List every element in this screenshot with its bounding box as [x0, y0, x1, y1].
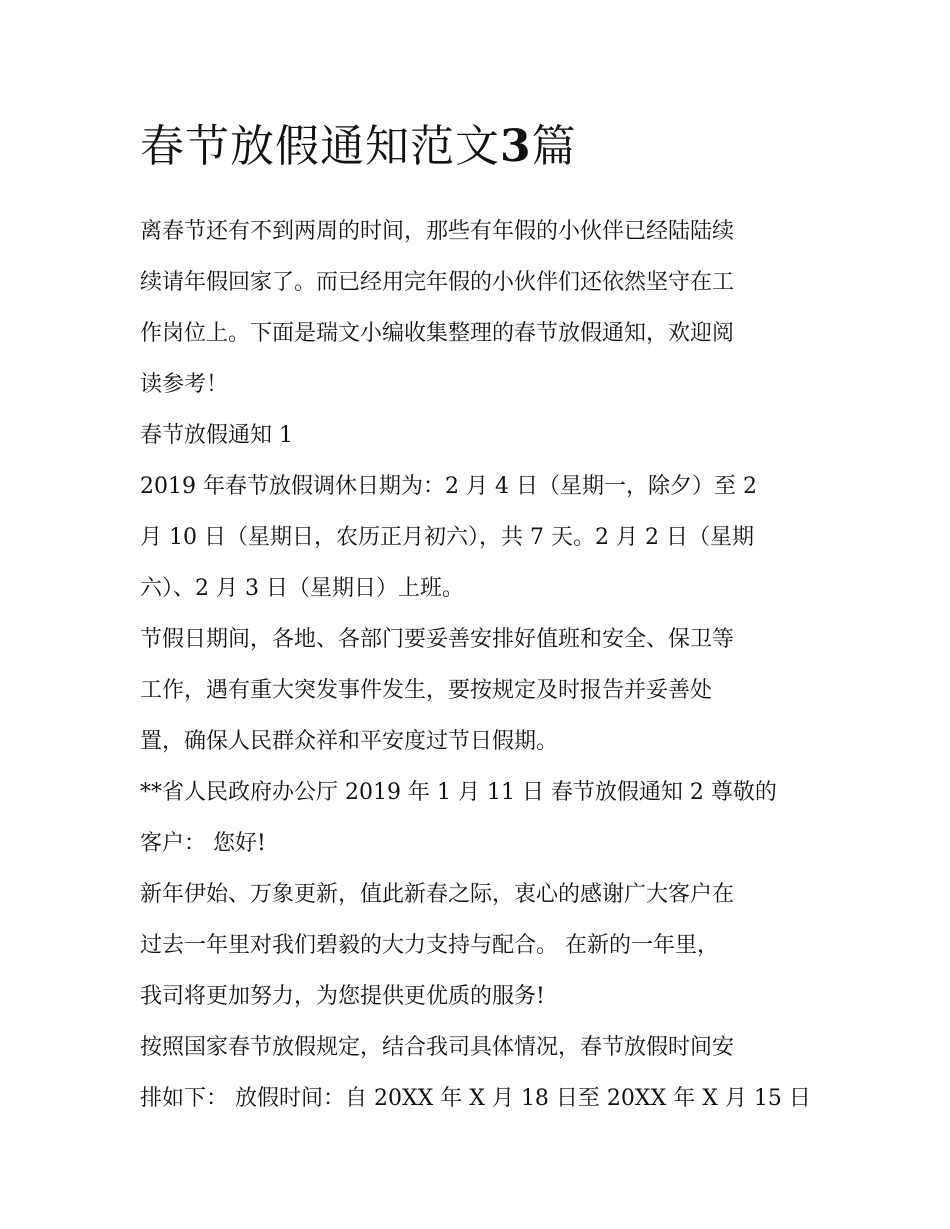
text-line: 2019 年春节放假调休日期为：2 月 4 日（星期一，除夕）至 2 — [140, 474, 757, 499]
text-line: 过去一年里对我们碧毅的大力支持与配合。 在新的一年里， — [140, 933, 719, 958]
document-body — [140, 112, 820, 1124]
title-number: 3 — [500, 121, 532, 172]
paragraph-new-year-thanks — [140, 869, 820, 1022]
text-line: 读参考！ — [140, 372, 229, 397]
document-title — [140, 112, 820, 182]
text-line: 续请年假回家了。而已经用完年假的小伙伴们还依然坚守在工 — [140, 270, 735, 295]
text-line: 工作，遇有重大突发事件发生，要按规定及时报告并妥善处 — [140, 678, 713, 703]
title-text: 春节放假通知范文 — [140, 121, 500, 172]
text-line: 春节放假通知 1 — [140, 423, 293, 448]
paragraph-intro — [140, 206, 820, 410]
paragraph-holiday-dates — [140, 461, 820, 614]
text-line: 置，确保人民群众祥和平安度过节日假期。 — [140, 729, 559, 754]
text-line: 作岗位上。下面是瑞文小编收集整理的春节放假通知，欢迎阅 — [140, 321, 735, 346]
text-line: 排如下： 放假时间：自 20XX 年 X 月 18 日至 20XX 年 X 月 15 日 — [140, 1086, 811, 1111]
text-line: 我司将更加努力，为您提供更优质的服务! — [140, 984, 545, 1009]
text-line: 六）、2 月 3 日（星期日）上班。 — [140, 576, 464, 601]
text-line: 月 10 日（星期日，农历正月初六），共 7 天。2 月 2 日（星期 — [140, 525, 754, 550]
paragraph-issuer-greeting — [140, 767, 820, 869]
section-heading-notice-1 — [140, 410, 820, 461]
paragraph-duty-arrangements — [140, 614, 820, 767]
text-line: 新年伊始、万象更新，值此新春之际，衷心的感谢广大客户在 — [140, 882, 735, 907]
text-line: 离春节还有不到两周的时间，那些有年假的小伙伴已经陆陆续 — [140, 219, 735, 244]
text-line: 按照国家春节放假规定，结合我司具体情况，春节放假时间安 — [140, 1035, 735, 1060]
text-line: 节假日期间，各地、各部门要妥善安排好值班和安全、保卫等 — [140, 627, 735, 652]
paragraph-holiday-schedule — [140, 1022, 820, 1124]
title-suffix: 篇 — [531, 121, 577, 172]
text-line: **省人民政府办公厅 2019 年 1 月 11 日 春节放假通知 2 尊敬的 — [140, 780, 777, 805]
text-line: 客户： 您好! — [140, 831, 266, 856]
